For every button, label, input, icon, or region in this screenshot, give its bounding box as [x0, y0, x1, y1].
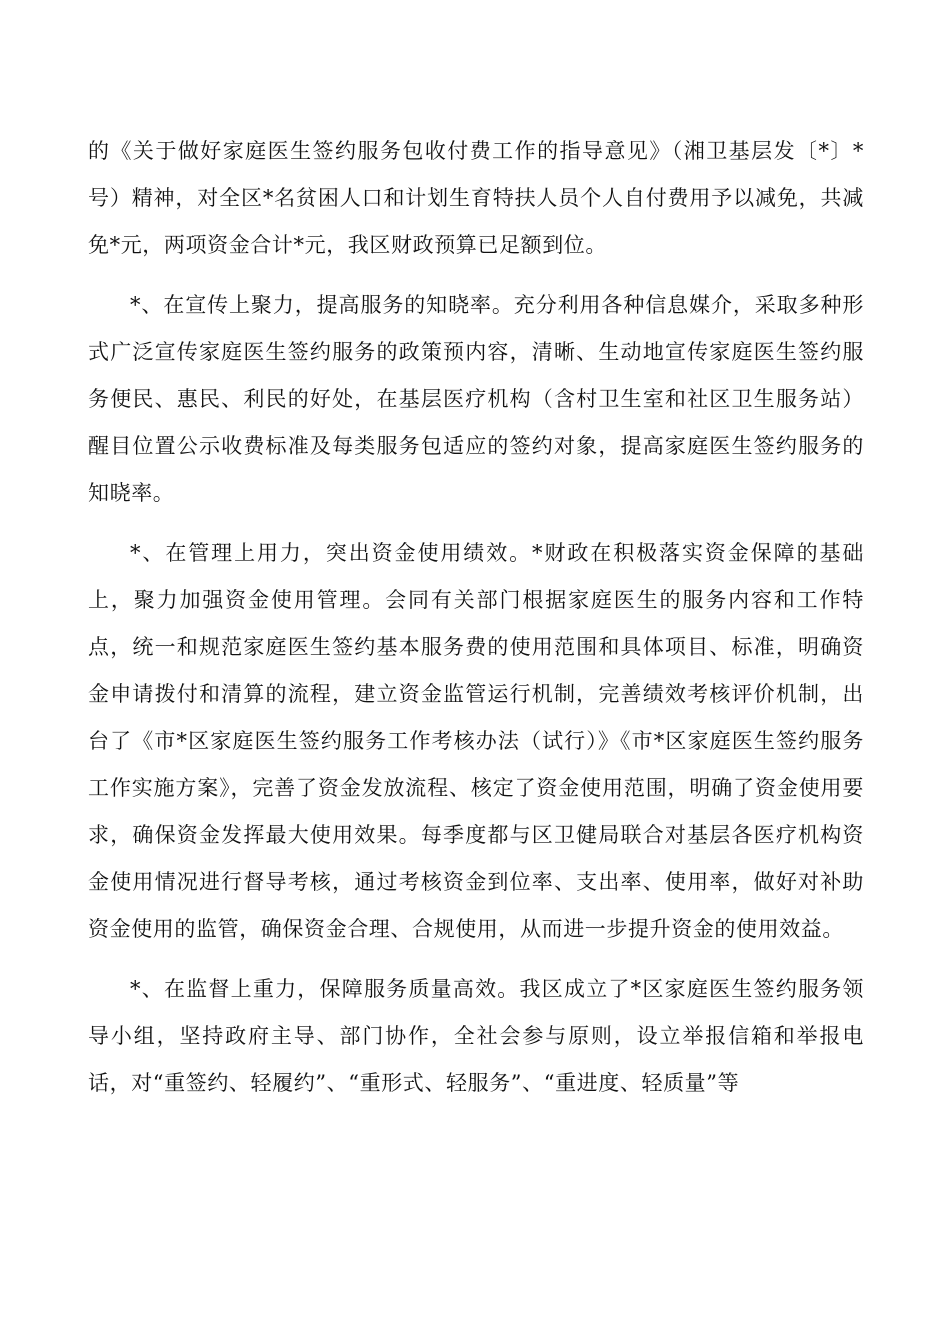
- paragraph-publicity: *、在宣传上聚力，提高服务的知晓率。充分利用各种信息媒介，采取多种形式广泛宣传家庭医生签约服务的政策预内容，清晰、生动地宣传家庭医生签约服务便民、惠民、利民的好处，在基层医疗机构（含村卫生室和社区卫生服务站）醒目位置公示收费标准及每类服务包适应的签约对象，提高家庭医生签约服务的知晓率。: [88, 293, 864, 505]
- paragraph-continuation: 的《关于做好家庭医生签约服务包收付费工作的指导意见》（湘卫基层发〔*〕*号）精神，对全区*名贫困人口和计划生育特扶人员个人自付费用予以减免，共减免*元，两项资金合计*元，我区财政预算已足额到位。: [88, 139, 864, 257]
- document-body: [88, 128, 864, 1120]
- paragraph-supervision: *、在监督上重力，保障服务质量高效。我区成立了*区家庭医生签约服务领导小组，坚持政府主导、部门协作，全社会参与原则，设立举报信箱和举报电话，对“重签约、轻履约”、“重形式、轻服务”、“重进度、轻质量”等: [88, 977, 864, 1095]
- paragraph-management: *、在管理上用力，突出资金使用绩效。*财政在积极落实资金保障的基础上，聚力加强资金使用管理。会同有关部门根据家庭医生的服务内容和工作特点，统一和规范家庭医生签约基本服务费的使用范围和具体项目、标准，明确资金申请拨付和清算的流程，建立资金监管运行机制，完善绩效考核评价机制，出台了《市*区家庭医生签约服务工作考核办法（试行）》《市*区家庭医生签约服务工作实施方案》，完善了资金发放流程、核定了资金使用范围，明确了资金使用要求，确保资金发挥最大使用效果。每季度都与区卫健局联合对基层各医疗机构资金使用情况进行督导考核，通过考核资金到位率、支出率、使用率，做好对补助资金使用的监管，确保资金合理、合规使用，从而进一步提升资金的使用效益。: [88, 541, 864, 941]
